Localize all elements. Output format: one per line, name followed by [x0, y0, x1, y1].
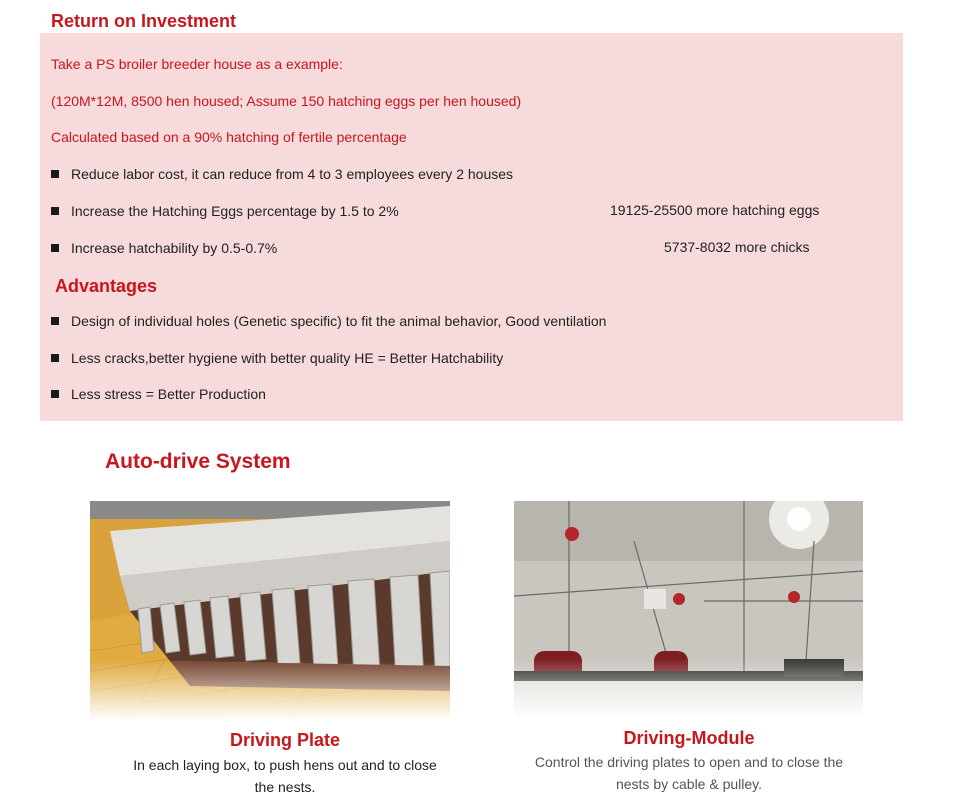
roi-intro-line-3: Calculated based on a 90% hatching of fertile percentage	[51, 129, 407, 145]
driving-module-caption	[499, 751, 879, 795]
caption-line: In each laying box, to push hens out and to close	[133, 757, 437, 773]
roi-title: Return on Investment	[51, 11, 237, 31]
bullet-square-icon	[51, 354, 59, 362]
roi-bullet-text: Increase the Hatching Eggs percentage by 1.5 to 2%	[71, 203, 399, 219]
roi-bullet-text: Reduce labor cost, it can reduce from 4 to 3 employees every 2 houses	[71, 166, 514, 182]
photo-fade	[514, 659, 863, 719]
bullet-square-icon	[51, 317, 59, 325]
driving-plate-photo	[90, 501, 450, 721]
bullet-square-icon	[51, 244, 59, 252]
caption-line: Control the driving plates to open and to close the	[534, 754, 844, 770]
caption-line: nests by cable & pulley.	[615, 776, 763, 792]
advantages-title: Advantages	[55, 276, 158, 296]
driving-module-title: Driving-Module	[623, 728, 755, 748]
roi-result-chicks: 5737-8032 more chicks	[664, 239, 810, 255]
auto-drive-title: Auto-drive System	[105, 450, 291, 473]
roi-result-hatching-eggs: 19125-25500 more hatching eggs	[610, 202, 820, 218]
advantage-text: Less cracks,better hygiene with better quality HE = Better Hatchability	[71, 350, 504, 366]
advantage-text: Design of individual holes (Genetic specific) to fit the animal behavior, Good ventilation	[71, 313, 607, 329]
roi-intro-line-2: (120M*12M, 8500 hen housed; Assume 150 hatching eggs per hen housed)	[51, 93, 522, 109]
bullet-square-icon	[51, 170, 59, 178]
roi-intro-line-1: Take a PS broiler breeder house as a example:	[51, 56, 343, 72]
driving-plate-title: Driving Plate	[229, 730, 341, 750]
roi-bullet-text: Increase hatchability by 0.5-0.7%	[71, 240, 278, 256]
caption-line: the nests.	[254, 779, 316, 795]
photo-fade	[90, 661, 450, 721]
driving-plate-caption	[95, 754, 475, 798]
bullet-square-icon	[51, 390, 59, 398]
driving-module-photo	[514, 501, 863, 719]
advantage-text: Less stress = Better Production	[71, 386, 266, 402]
bullet-square-icon	[51, 207, 59, 215]
